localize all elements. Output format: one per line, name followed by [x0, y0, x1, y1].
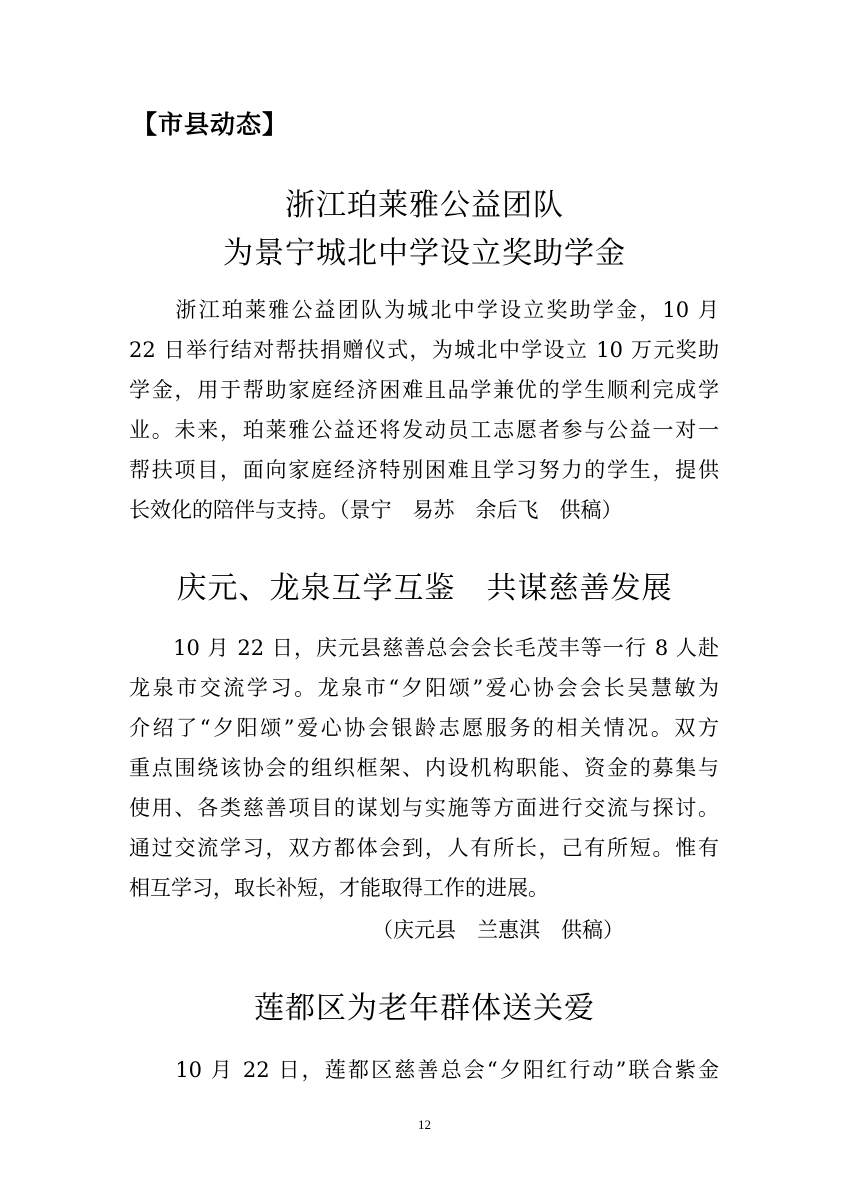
article-1-title-line-2: 为景宁城北中学设立奖助学金: [223, 236, 626, 271]
article-2-line: 相互学习，取长补短，才能取得工作的进展。: [129, 876, 549, 900]
article-1-line: 22 日举行结对帮扶捐赠仪式，为城北中学设立 10 万元奖助: [129, 338, 719, 362]
article-1-line: 浙江珀莱雅公益团队为城北中学设立奖助学金，10 月: [129, 298, 719, 322]
article-3-title: 莲都区为老年群体送关爱: [254, 991, 595, 1026]
article-2-line: 通过交流学习，双方都体会到，人有所长，己有所短。惟有: [129, 836, 719, 860]
article-1-line: 长效化的陪伴与支持。（景宁 易苏 余后飞 供稿）: [129, 498, 623, 522]
article-1-title-line-1: 浙江珀莱雅公益团队: [285, 188, 564, 223]
article-2-credit: （庆元县 兰惠淇 供稿）: [372, 918, 624, 942]
article-2-title: 庆元、龙泉互学互鉴 共谋慈善发展: [176, 571, 673, 606]
article-1-line: 业。未来，珀莱雅公益还将发动员工志愿者参与公益一对一: [129, 418, 719, 442]
article-3-body: [129, 1050, 719, 1090]
article-1-body: [129, 290, 719, 530]
article-1-line: 帮扶项目，面向家庭经济特别困难且学习努力的学生，提供: [129, 458, 719, 482]
article-1-line: 学金，用于帮助家庭经济困难且品学兼优的学生顺利完成学: [129, 378, 719, 402]
article-2-line: 介绍了“夕阳颂”爱心协会银龄志愿服务的相关情况。双方: [129, 716, 719, 740]
article-2-line: 10 月 22 日，庆元县慈善总会会长毛茂丰等一行 8 人赴: [129, 636, 719, 660]
page-number: 12: [418, 1117, 431, 1132]
article-2-line: 使用、各类慈善项目的谋划与实施等方面进行交流与探讨。: [129, 796, 719, 820]
section-tag: 【市县动态】: [132, 110, 289, 139]
article-2-body: [129, 628, 719, 908]
article-3-line: 10 月 22 日，莲都区慈善总会“夕阳红行动”联合紫金: [129, 1058, 719, 1082]
article-2-line: 重点围绕该协会的组织框架、内设机构职能、资金的募集与: [129, 756, 719, 780]
article-2-line: 龙泉市交流学习。龙泉市“夕阳颂”爱心协会会长吴慧敏为: [129, 676, 719, 700]
